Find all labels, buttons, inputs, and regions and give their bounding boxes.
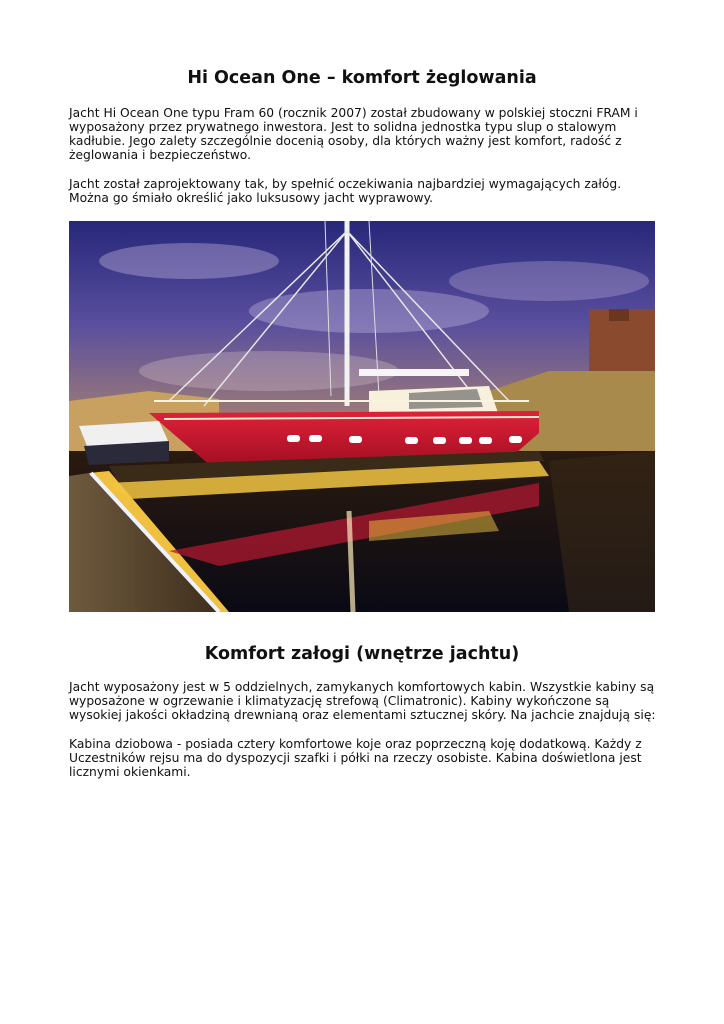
page-title: Hi Ocean One – komfort żeglowania	[187, 68, 537, 88]
bow-cabin-paragraph: Kabina dziobowa - posiada cztery komfortowe koje oraz poprzeczną koję dodatkową. Każdy z Uczestników rejsu ma do dyspozycji szafki i półki na rzeczy osobiste. Kabina doświetlona jest licznymi okienkami.	[69, 737, 642, 779]
yacht-photo	[69, 221, 655, 612]
cabins-paragraph: Jacht wyposażony jest w 5 oddzielnych, zamykanych komfortowych kabin. Wszystkie kabiny są wyposażone w ogrzewanie i klimatyzację strefową (Climatronic). Kabiny wykończone są wysokiej jakości okładziną drewnianą oraz elementami sztucznej skóry. Na jachcie znajdują się:	[69, 680, 656, 722]
design-paragraph: Jacht został zaprojektowany tak, by spełnić oczekiwania najbardziej wymagających załóg. Można go śmiało określić jako luksusowy jacht wyprawowy.	[69, 177, 622, 205]
section-title: Komfort załogi (wnętrze jachtu)	[204, 644, 520, 664]
intro-paragraph: Jacht Hi Ocean One typu Fram 60 (rocznik 2007) został zbudowany w polskiej stoczni FRAM i wyposażony przez prywatnego inwestora. Jest to solidna jednostka typu slup o stalowym kadłubie. Jego zalety szczególnie docenią osoby, dla których ważny jest komfort, radość z żeglowania i bezpieczeństwo.	[69, 106, 638, 162]
